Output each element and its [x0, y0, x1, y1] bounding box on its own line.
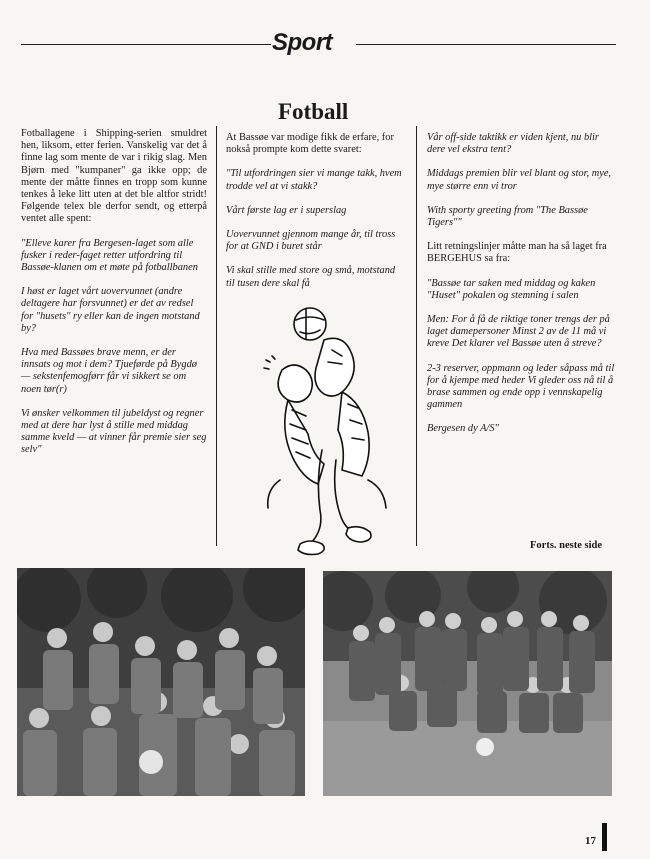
team-photo-right-image	[323, 571, 612, 796]
cartoon-football-players-heading-icon	[262, 300, 392, 560]
col3-paragraph: "Bassøe tar saken med middag og kaken "Huset" pokalen og stemning i salen	[427, 277, 596, 301]
col3-paragraph: 2-3 reserver, oppmann og leder såpass må til for å kjempe med heder Vi gleder oss nå til å brase sammen og ende opp i vennskapelig gammen	[427, 362, 615, 411]
col2-paragraph: "Til utfordringen sier vi mange takk, hvem trodde vel at vi stakk?	[226, 168, 402, 192]
team-photo-right	[323, 571, 612, 796]
article-title: Fotball	[278, 99, 349, 124]
col1-paragraph: Fotballagene i Shipping-serien smuldret hen, liksom, etter ferien. Vanskelig var det å finne lag som mente de var i rikig slag. Men Bjørn med "kumpaner" ga ikke opp; de mente der måtte finnes en tropp som kunne tenkes å leke litt uten at det ble altfor stridt! Følgende telex ble derfor sendt, og etterpå ventet alle spent:	[21, 128, 207, 225]
col3-paragraph: Bergesen dy A/S"	[427, 423, 499, 435]
col2-paragraph: Vårt første lag er i superslag	[226, 204, 347, 216]
col3-paragraph: Litt retningslinjer måtte man ha så laget fra BERGEHUS sa fra:	[427, 241, 607, 265]
col2-paragraph: At Bassøe var modige fikk de erfare, for nokså prompte kom dette svaret:	[226, 132, 394, 156]
col1-paragraph: Vi ønsker velkommen til jubeldyst og regner med at dere har lyst å stille med middag samme kveld — at vinner får premie sier seg selv"	[21, 407, 207, 456]
article-column-1	[21, 128, 207, 469]
col3-paragraph: With sporty greeting from "The Bassøe Tigers""	[427, 204, 588, 229]
column-rule-1	[216, 126, 217, 546]
col1-paragraph: "Elleve karer fra Bergesen-laget som alle fusker i reder-faget retter utfordring til Bassøe-klanen om et møte på fotballbanen	[21, 237, 198, 274]
article-column-3	[427, 132, 615, 448]
team-photo-left-image	[17, 568, 305, 796]
column-rule-2	[416, 126, 417, 546]
section-title: Sport	[272, 29, 333, 56]
col1-paragraph: I høst er laget vårt uovervunnet (andre deltagere har forsvunnet) er det av redsel for "husets" ry eller kan de ingen motstand by?	[21, 286, 200, 334]
col3-paragraph: Vår off-side taktikk er viden kjent, nu blir dere vel ekstra tent?	[427, 132, 599, 156]
col2-paragraph: Vi skal stille med store og små, motstand til tusen dere skal få	[226, 265, 396, 289]
page-number: 17	[585, 835, 596, 847]
page-edge-bar	[602, 823, 607, 851]
continued-label: Forts. neste side	[530, 540, 603, 551]
col1-paragraph: Hva med Bassøes brave menn, er der innsats og mot i dem? Tjueførde på Bygdø — sekstenfemogførr får vi sikkert se om noen tør(r)	[21, 347, 197, 395]
article-column-2	[226, 132, 406, 302]
col2-paragraph: Uovervunnet gjennom mange år, til tross for at GND i buret står	[226, 229, 396, 253]
col3-paragraph: Men: For å få de riktige toner trengs der på laget damepersoner Minst 2 av de 11 må vi kreve Det klarer vel Bassøe uten å streve?	[427, 314, 610, 350]
header-rule-left	[21, 44, 271, 45]
team-photo-left	[17, 568, 305, 796]
col3-paragraph: Middags premien blir vel blant og stor, mye, mye større enn vi tror	[427, 168, 612, 192]
header-rule-right	[356, 44, 616, 45]
